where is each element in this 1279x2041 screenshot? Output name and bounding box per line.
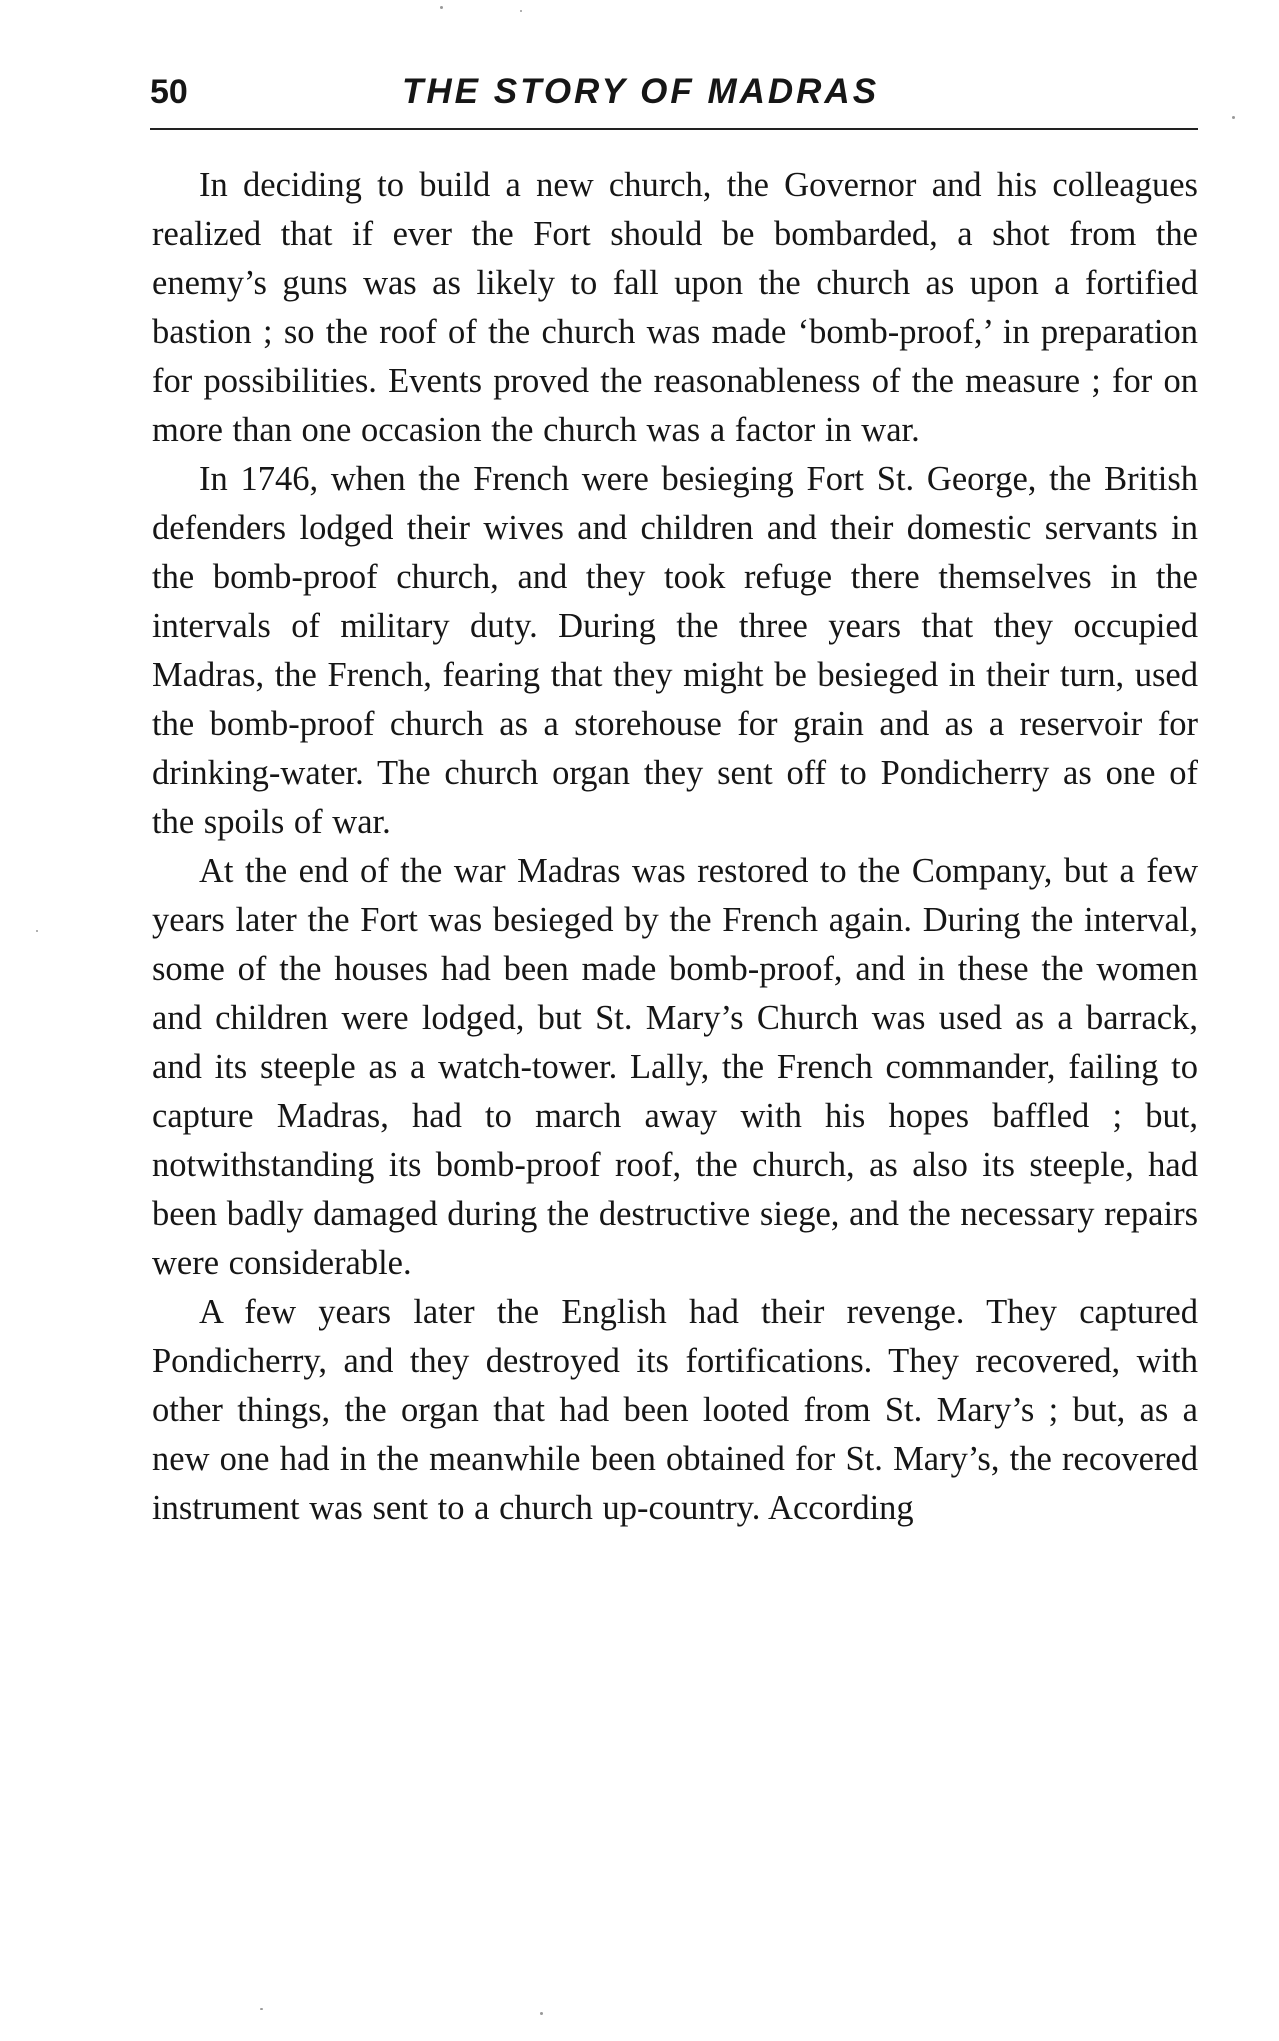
page-header [150,66,1198,130]
paragraph-1: In deciding to build a new church, the Governor and his colleagues realized that if ever the Fort should be bombarded, a shot from the enemy’s guns was as likely to fall upon the church as upon a fortified bastion ; so the roof of the church was made ‘bomb-proof,’ in preparation for possibilities. Events proved the reasonableness of the measure ; for on more than one occasion the church was a factor in war. [152,166,1198,449]
scan-speck [260,2008,263,2010]
scan-speck [36,930,38,932]
paragraph-4: A few years later the English had their revenge. They captured Pondicherry, and they destroyed its fortifications. They recovered, with other things, the organ that had been looted from St. Mary’s ; but, as a new one had in the meanwhile been obtained for St. Mary’s, the recovered instrument was sent to a church up-country. According [152,1293,1198,1527]
scan-speck [440,6,443,9]
paragraph-2: In 1746, when the French were besieging Fort St. George, the British defenders lodged their wives and children and their domestic servants in the bomb-proof church, and they took refuge there themselves in the intervals of military duty. During the three years that they occupied Madras, the French, fearing that they might be besieged in their turn, used the bomb-proof church as a storehouse for grain and as a reservoir for drinking-water. The church organ they sent off to Pondicherry as one of the spoils of war. [152,460,1198,841]
page-number: 50 [150,73,188,111]
scan-speck [520,10,522,12]
running-title: THE STORY OF MADRAS [402,72,880,111]
body-text [152,161,1198,1533]
scan-speck [540,2012,543,2015]
scan-speck [1232,116,1235,119]
paragraph-3: At the end of the war Madras was restored to the Company, but a few years later the Fort was besieged by the French again. During the interval, some of the houses had been made bomb-proof, and in these the women and children were lodged, but St. Mary’s Church was used as a barrack, and its steeple as a watch-tower. Lally, the French commander, failing to capture Madras, had to march away with his hopes baffled ; but, notwithstanding its bomb-proof roof, the church, as also its steeple, had been badly damaged during the destructive siege, and the necessary repairs were considerable. [152,852,1198,1282]
